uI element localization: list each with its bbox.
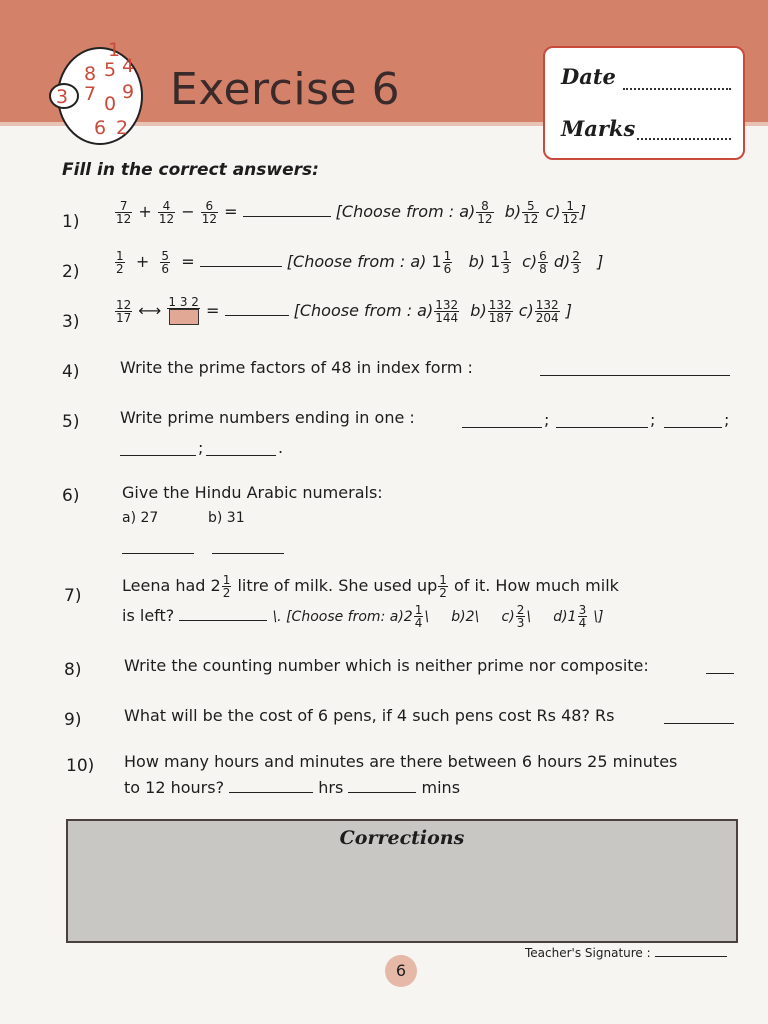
q1-expression: $\frac{7}{12}$ + $\frac{4}{12}$ − $\frac{6}{12}$ = [Choose from : a) $\frac{8}{12}$ b) $\frac{5}{12}$ c) $\frac{1}{12}$ ] — [116, 199, 587, 226]
marks-label: Marks — [561, 116, 636, 141]
logo-digit-2: 2 — [116, 117, 129, 139]
q10-line1: How many hours and minutes are there between 6 hours 25 minutes — [124, 752, 678, 771]
page-number: 6 — [385, 955, 417, 987]
corrections-title: Corrections — [339, 827, 465, 849]
date-field[interactable] — [623, 88, 731, 90]
q8-text: Write the counting number which is neither prime nor composite: — [124, 656, 649, 675]
logo-digit-5: 5 — [104, 59, 117, 81]
q6-blank-a[interactable] — [122, 552, 194, 554]
signature-blank[interactable] — [655, 955, 727, 957]
q2-answer-blank[interactable] — [200, 265, 282, 267]
q5-blank-2[interactable] — [556, 426, 648, 428]
q2-number: 2) — [62, 262, 80, 282]
q1-number: 1) — [62, 212, 80, 232]
q5-blank-3[interactable] — [664, 426, 722, 428]
logo-digit-9: 9 — [122, 81, 135, 103]
q6-part-b: b) 31 — [208, 510, 245, 526]
q3-expression: $\frac{12}{17}$ ⟷ 1 3 2 = [Choose from : a) $\frac{132}{144}$ b) $\frac{132}{187}$ c) $\frac{132}{204}$ ] — [116, 295, 572, 325]
q4-answer-blank[interactable] — [540, 374, 730, 376]
q6-blank-b[interactable] — [212, 552, 284, 554]
teacher-signature — [525, 946, 727, 960]
q9-text: What will be the cost of 6 pens, if 4 such pens cost Rs 48? Rs — [124, 706, 615, 725]
page-title: Exercise 6 — [170, 64, 401, 115]
q7-answer-blank[interactable] — [179, 619, 267, 621]
q8-number: 8) — [64, 660, 82, 680]
instructions: Fill in the correct answers: — [62, 160, 319, 180]
numbers-logo — [44, 36, 148, 148]
logo-digit-3: 3 — [56, 86, 69, 108]
date-marks-box — [543, 46, 745, 160]
q5-text: Write prime numbers ending in one : — [120, 408, 415, 427]
q10-minutes-blank[interactable] — [348, 791, 416, 793]
q8-answer-blank[interactable] — [706, 672, 734, 674]
logo-digit-0: 0 — [104, 93, 117, 115]
logo-digit-1: 1 — [108, 39, 121, 61]
logo-digit-7: 7 — [84, 83, 97, 105]
q3-answer-blank[interactable] — [225, 314, 289, 316]
q6-number: 6) — [62, 486, 80, 506]
q5-blank-1[interactable] — [462, 426, 542, 428]
q5-blank-4[interactable] — [120, 454, 196, 456]
q10-hours-blank[interactable] — [229, 791, 313, 793]
q1-answer-blank[interactable] — [243, 215, 331, 217]
signature-label: Teacher's Signature : — [525, 946, 651, 960]
q5-number: 5) — [62, 412, 80, 432]
logo-digit-6: 6 — [94, 117, 107, 139]
q6-text: Give the Hindu Arabic numerals: — [122, 483, 383, 502]
q10-number: 10) — [66, 756, 95, 776]
q7-line2: is left? \. [Choose from: a)2 $\frac{1}{4}$ \ b)2\ c) $\frac{2}{3}$ \ d)1 $\frac{3}{4}$ \] — [122, 603, 604, 630]
q6-part-a: a) 27 — [122, 510, 159, 526]
q2-expression: $\frac{1}{2}$ + $\frac{5}{6}$ = [Choose from : a) 1 $\frac{1}{6}$ b) 1 $\frac{1}{3}$ c) $\frac{6}{8}$ d) $\frac{2}{3}$ ] — [116, 249, 604, 276]
q9-number: 9) — [64, 710, 82, 730]
logo-digit-4: 4 — [122, 55, 135, 77]
corrections-box[interactable] — [66, 819, 738, 943]
q3-number: 3) — [62, 312, 80, 332]
q3-answer-box[interactable] — [169, 309, 199, 325]
q4-text: Write the prime factors of 48 in index form : — [120, 358, 473, 377]
date-label: Date — [561, 64, 616, 89]
q9-answer-blank[interactable] — [664, 722, 734, 724]
q7-text: Leena had 2 $\frac{1}{2}$ litre of milk. She used up $\frac{1}{2}$ of it. How much milk — [122, 573, 619, 600]
logo-digit-8: 8 — [84, 63, 97, 85]
q10-line2: to 12 hours? hrs mins — [124, 778, 461, 797]
q5-blank-5[interactable] — [206, 454, 276, 456]
marks-field[interactable] — [637, 138, 731, 140]
q7-number: 7) — [64, 586, 82, 606]
q4-number: 4) — [62, 362, 80, 382]
